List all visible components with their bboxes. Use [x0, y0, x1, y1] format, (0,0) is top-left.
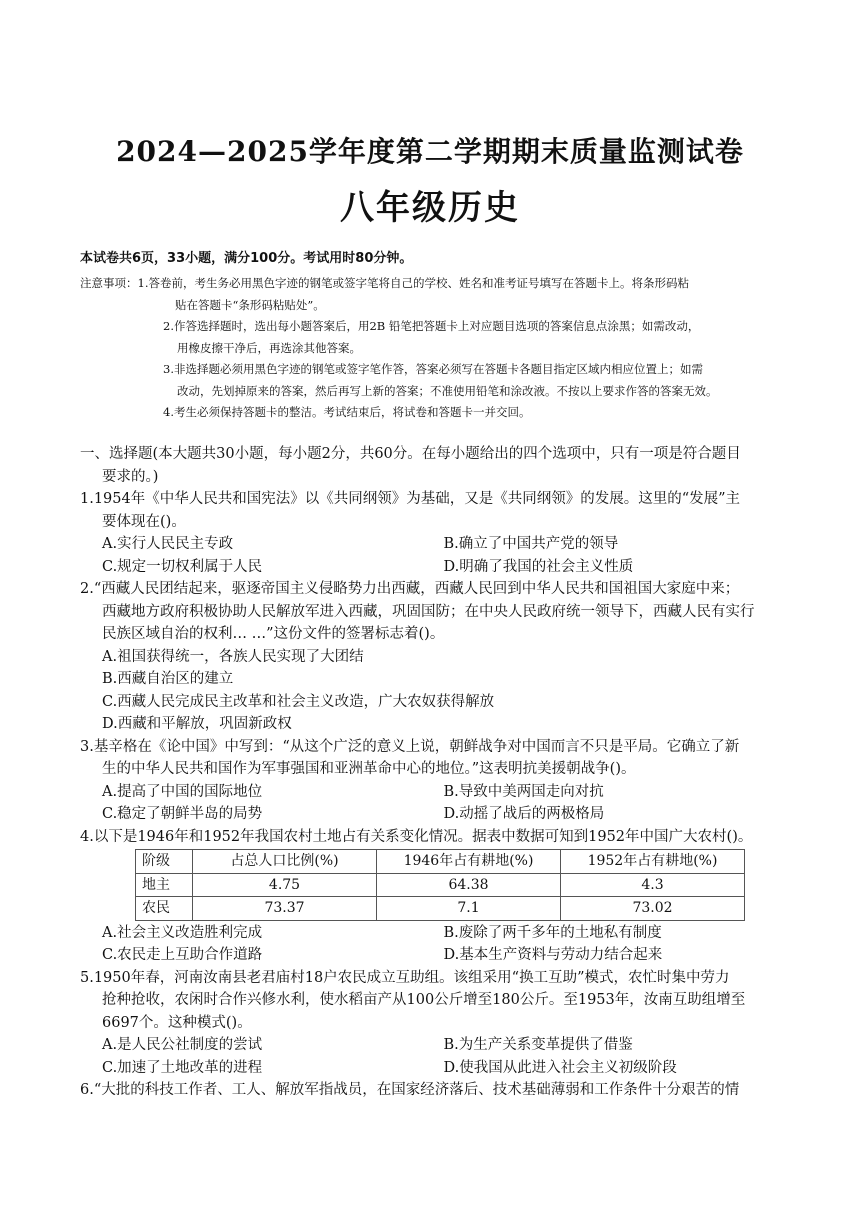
section-heading: 要求的。)	[102, 468, 159, 485]
instruction-line: 注意事项：1.答卷前，考生务必用黑色字迹的钢笔或签字笔将自己的学校、姓名和准考证号填写在答题卡上。将条形码粘	[80, 276, 689, 290]
option-b: B.确立了中国共产党的领导	[443, 536, 619, 552]
question-stem: 6.“大批的科技工作者、工人、解放军指战员，在国家经济落后、技术基础薄弱和工作条件十分艰苦的情	[80, 1082, 740, 1098]
option-row	[80, 922, 785, 945]
table-cell: 4.75	[193, 873, 377, 897]
option-c: C.稳定了朝鲜半岛的局势	[102, 806, 263, 822]
table-cell: 地主	[136, 873, 193, 897]
question-stem: 2.“西藏人民团结起来，驱逐帝国主义侵略势力出西藏，西藏人民回到中华人民共和国祖国大家庭中来；	[80, 581, 740, 597]
table-header-cell: 阶级	[136, 850, 193, 874]
table-cell: 农民	[136, 897, 193, 921]
land-table	[135, 849, 745, 921]
option-d: D.明确了我国的社会主义性质	[443, 558, 634, 575]
exam-subject: 八年级历史	[340, 188, 520, 228]
instruction-line: 2.作答选择题时，选出每小题答案后，用2B 铅笔把答题卡上对应题目选项的答案信息点涂黑；如需改动，	[163, 319, 700, 333]
question-stem: 西藏地方政府积极协助人民解放军进入西藏，巩固国防；在中央人民政府统一领导下，西藏人民有实行	[102, 603, 755, 620]
option-row	[80, 944, 785, 967]
option-row	[80, 803, 785, 826]
option-d: D.基本生产资料与劳动力结合起来	[443, 947, 663, 963]
question-stem: 1.1954年《中华人民共和国宪法》以《共同纲领》为基础，又是《共同纲领》的发展。这里的“发展”主	[80, 491, 741, 507]
question-stem: 生的中华人民共和国作为军事强国和亚洲革命中心的地位。”这表明抗美援朝战争()。	[102, 761, 636, 777]
option-b: B.西藏自治区的建立	[102, 671, 234, 687]
instruction-line: 改动，先划掉原来的答案，然后再写上新的答案；不准使用铅笔和涂改液。不按以上要求作答的答案无效。	[177, 383, 718, 398]
option-a: A.社会主义改造胜利完成	[102, 924, 263, 941]
question-stem: 6697个。这种模式()。	[102, 1014, 252, 1031]
option-b: B.导致中美两国走向对抗	[443, 783, 604, 800]
option-c: C.西藏人民完成民主改革和社会主义改造，广大农奴获得解放	[102, 693, 495, 710]
option-b: B.为生产关系变革提供了借鉴	[443, 1037, 633, 1053]
option-a: A.提高了中国的国际地位	[102, 783, 263, 800]
option-row	[80, 1057, 785, 1080]
option-a: A.祖国获得统一，各族人民实现了大团结	[102, 648, 364, 665]
table-cell: 4.3	[561, 873, 745, 897]
option-c: C.规定一切权利属于人民	[102, 558, 263, 575]
instructions-prefix: 注意事项：	[80, 276, 138, 290]
question-stem: 抢种抢收，农闲时合作兴修水利，使水稻亩产从100公斤增至180公斤。至1953年，汝南互助组增至	[102, 992, 746, 1008]
option-d: D.动摇了战后的两极格局	[443, 806, 605, 822]
option-a: A.是人民公社制度的尝试	[102, 1037, 263, 1053]
option-row	[80, 556, 785, 579]
instruction-line: 3.非选择题必须用黑色字迹的钢笔或签字笔作答，答案必须写在答题卡各题目指定区域内相应位置上；如需	[163, 362, 703, 376]
instructions	[80, 273, 780, 424]
table-header-cell: 1946年占有耕地(%)	[377, 850, 561, 874]
option-d: D.使我国从此进入社会主义初级阶段	[443, 1059, 677, 1076]
instruction-line: 4.考生必须保持答题卡的整洁。考试结束后，将试卷和答题卡一并交回。	[163, 405, 531, 419]
table-cell: 7.1	[377, 897, 561, 921]
question-stem: 民族区域自治的权利… …”这份文件的签署标志着()。	[102, 626, 445, 642]
option-c: C.加速了土地改革的进程	[102, 1059, 263, 1076]
table-row	[136, 897, 745, 921]
instruction-line: 贴在答题卡“条形码粘贴处”。	[175, 297, 325, 312]
question-stem: 要体现在()。	[102, 513, 186, 530]
table-header-cell: 1952年占有耕地(%)	[561, 850, 745, 874]
option-row	[80, 533, 785, 556]
instruction-line: 用橡皮擦干净后，再选涂其他答案。	[177, 340, 361, 355]
table-cell: 73.02	[561, 897, 745, 921]
exam-title: 2024—2025学年度第二学期期末质量监测试卷	[116, 135, 744, 168]
table-row	[136, 873, 745, 897]
option-c: C.农民走上互助合作道路	[102, 947, 263, 963]
question-stem: 3.基辛格在《论中国》中写到：“从这个广泛的意义上说，朝鲜战争对中国而言不只是平局。它确立了新	[80, 738, 740, 755]
option-d: D.西藏和平解放，巩固新政权	[102, 716, 292, 732]
table-cell: 64.38	[377, 873, 561, 897]
option-b: B.废除了两千多年的土地私有制度	[443, 924, 662, 941]
option-row	[80, 1034, 785, 1057]
option-a: A.实行人民民主专政	[102, 536, 234, 552]
exam-info: 本试卷共6页，33小题，满分100分。考试用时80分钟。	[80, 251, 413, 266]
questions	[80, 443, 785, 1102]
question-stem: 4.以下是1946年和1952年我国农村土地占有关系变化情况。据表中数据可知到1952年中国广大农村()。	[80, 828, 753, 845]
table-cell: 73.37	[193, 897, 377, 921]
option-row	[80, 781, 785, 804]
section-heading: 一、选择题(本大题共30小题，每小题2分，共60分。在每小题给出的四个选项中，只有一项是符合题目	[80, 446, 741, 462]
table-header-cell: 占总人口比例(%)	[193, 850, 377, 874]
table-header-row	[136, 850, 745, 874]
question-stem: 5.1950年春，河南汝南县老君庙村18户农民成立互助组。该组采用“换工互助”模式，农忙时集中劳力	[80, 969, 730, 986]
